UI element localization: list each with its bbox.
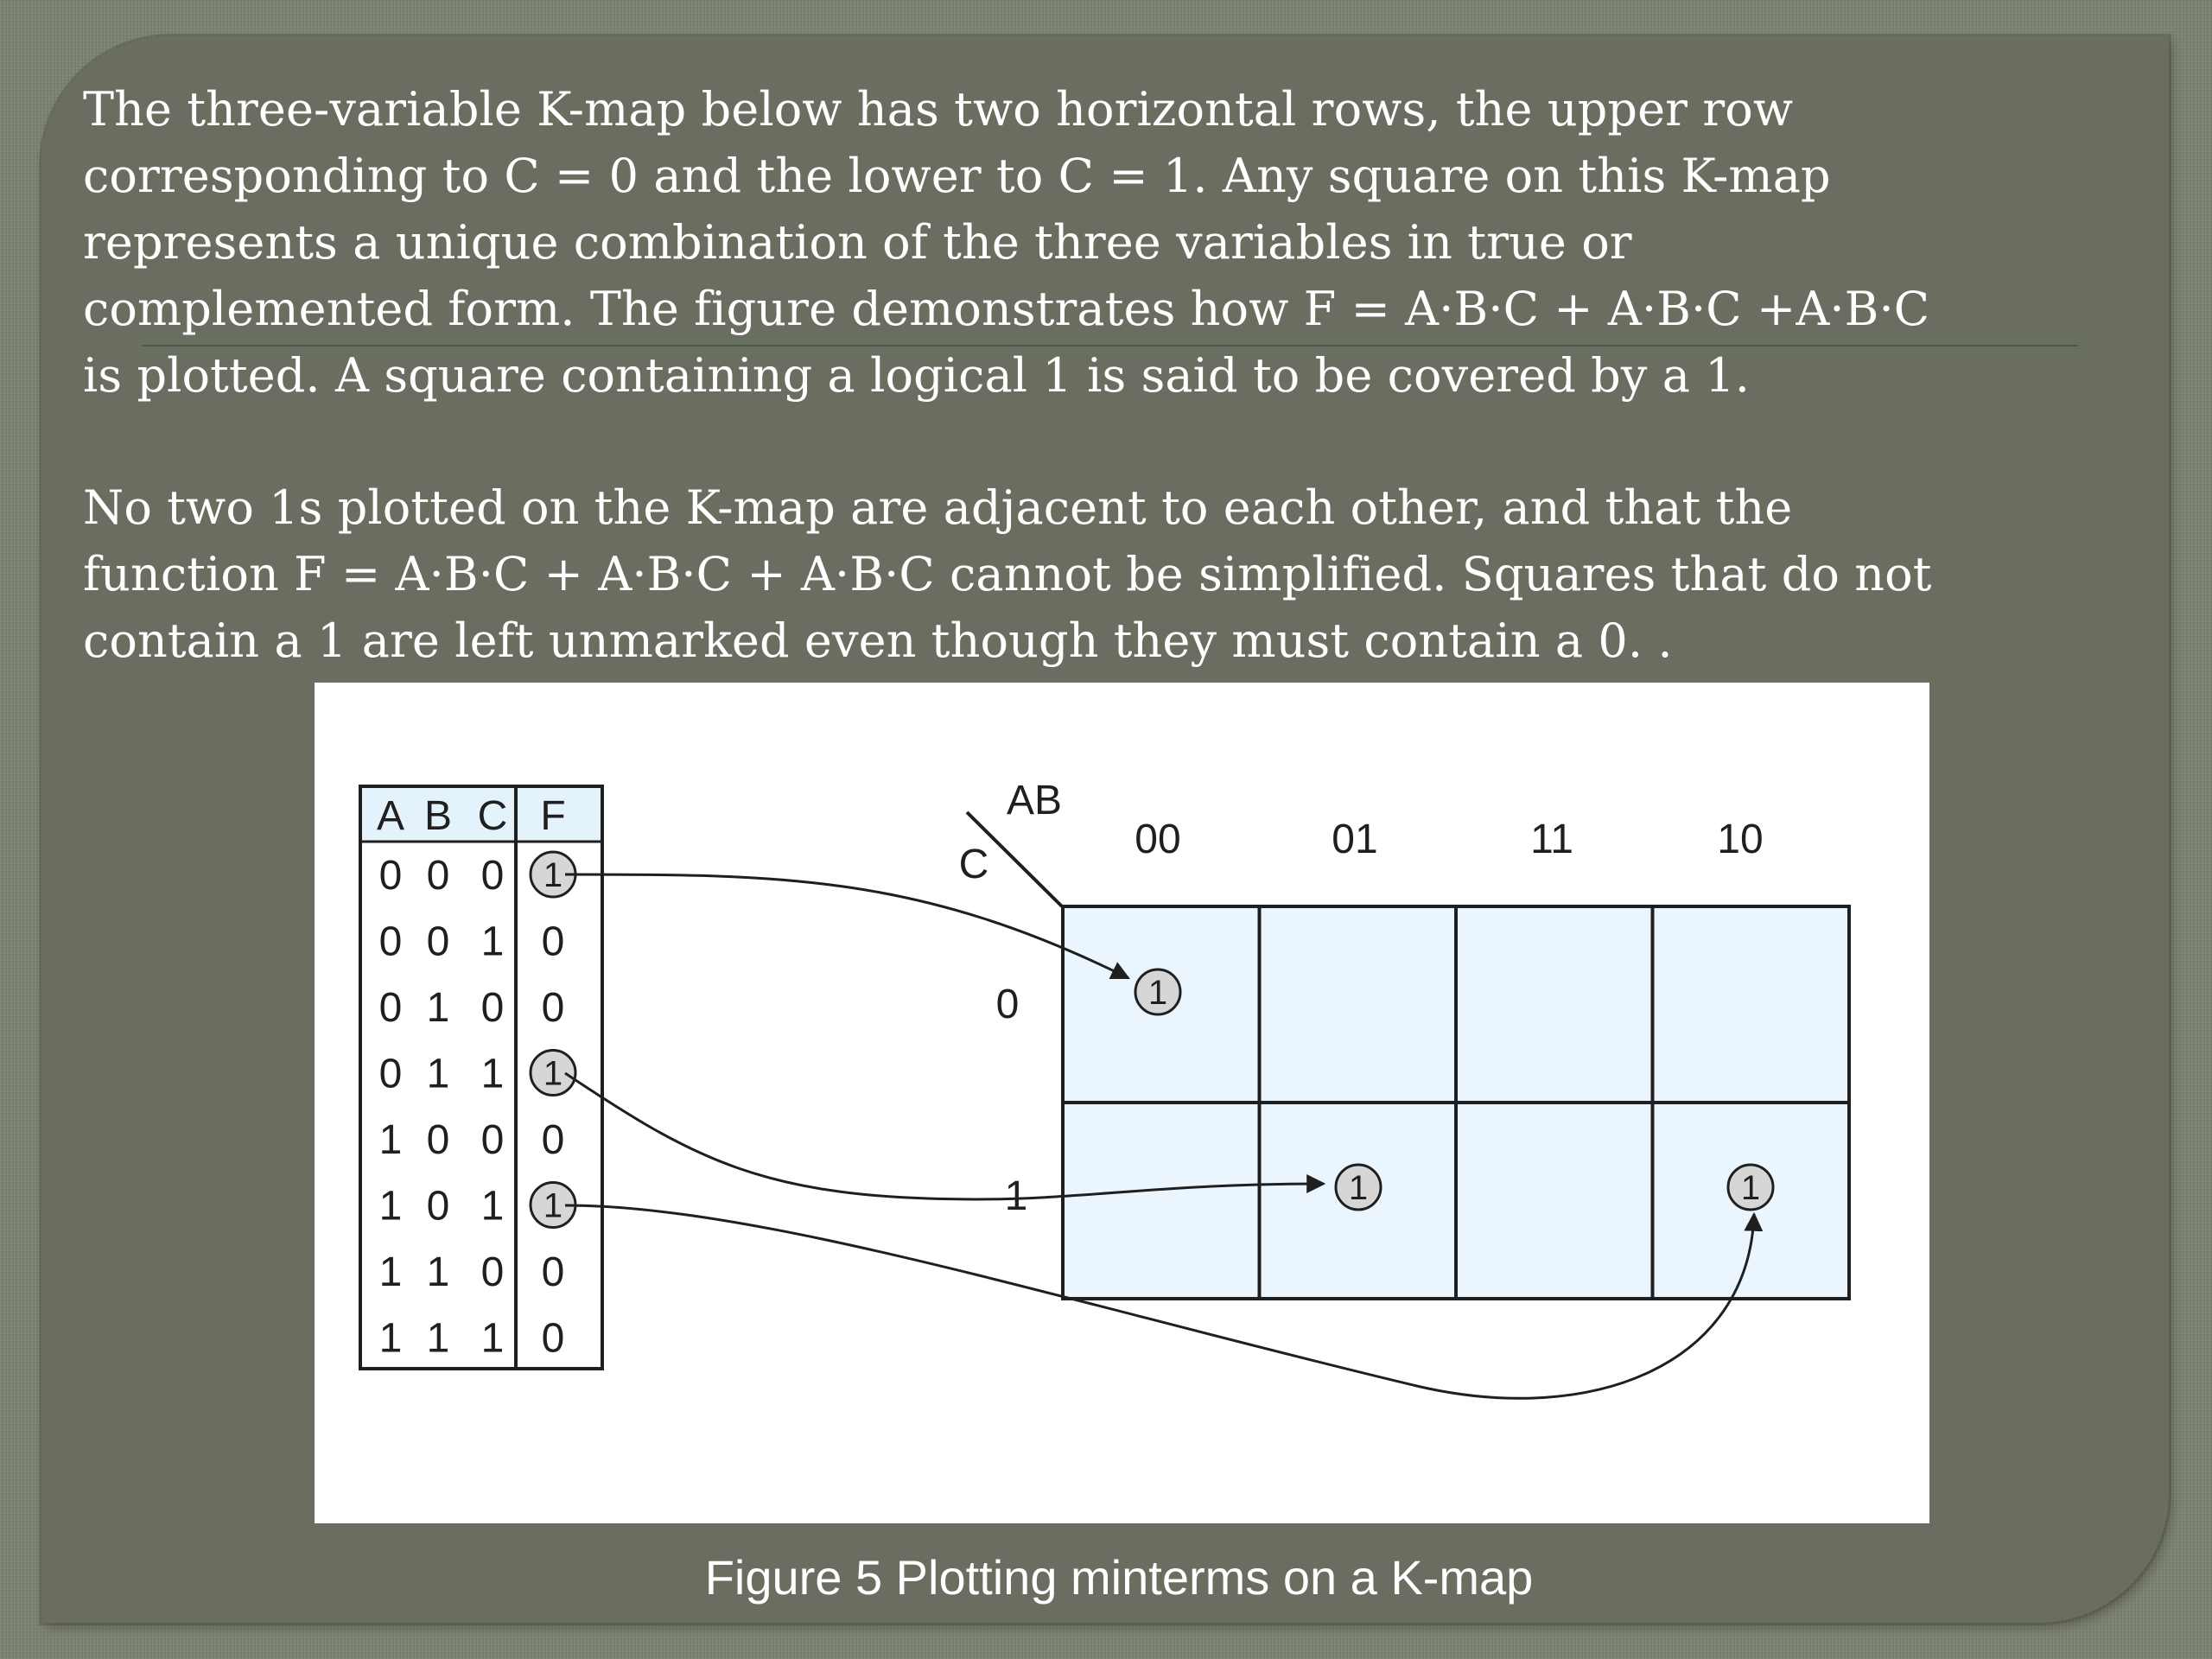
- truth-table-cell: 1: [426, 985, 450, 1031]
- figure-caption: Figure 5 Plotting minterms on a K-map: [704, 1550, 1534, 1605]
- truth-table-output: 0: [541, 1249, 565, 1295]
- truth-table-cell: 0: [480, 853, 505, 899]
- truth-table-cell: 1: [426, 1249, 450, 1295]
- truth-table-output: 1: [543, 1054, 563, 1093]
- truth-table-cell: 0: [480, 1249, 505, 1295]
- divider-line: [143, 345, 2078, 346]
- truth-table-output: 0: [541, 1315, 565, 1362]
- truth-table-output: 0: [541, 1117, 565, 1163]
- kmap-row-label: 0: [995, 982, 1020, 1027]
- truth-table-rows: [379, 852, 575, 1362]
- kmap-cell: [1456, 1103, 1653, 1299]
- kmap-corner-ab: AB: [1006, 778, 1063, 823]
- truth-table-cell: 0: [480, 985, 505, 1031]
- header-a: A: [376, 793, 405, 839]
- header-b: B: [423, 793, 453, 839]
- kmap-grid: [1063, 906, 1849, 1299]
- kmap-column-label: 11: [1530, 817, 1573, 862]
- truth-table-cell: 1: [378, 1183, 403, 1230]
- truth-table-cell: 1: [480, 1315, 505, 1362]
- figure-panel: [315, 683, 1929, 1523]
- text-line: is plotted. A square containing a logical 1 is said to be covered by a 1.: [83, 348, 1750, 403]
- truth-table-cell: 1: [378, 1117, 403, 1163]
- kmap-minterm-value: 1: [1740, 1169, 1761, 1207]
- truth-table-cell: 0: [426, 1183, 450, 1230]
- truth-table-cell: 0: [480, 1117, 505, 1163]
- kmap-minterm-value: 1: [1147, 974, 1168, 1012]
- kmap-cell: [1456, 906, 1653, 1103]
- truth-table-output: 0: [541, 918, 565, 965]
- header-f: F: [540, 793, 566, 839]
- text-line: complemented form. The figure demonstrates how F = A·B·C + A·B·C +A·B·C: [83, 282, 1930, 336]
- truth-table-cell: 0: [378, 918, 403, 965]
- truth-table-cell: 0: [426, 918, 450, 965]
- kmap-cell: [1260, 906, 1457, 1103]
- text-line: corresponding to C = 0 and the lower to C = 1. Any square on this K-map: [83, 149, 1831, 203]
- truth-table-output: 1: [543, 1186, 563, 1225]
- truth-table-cell: 0: [426, 853, 450, 899]
- kmap-minterm-value: 1: [1348, 1169, 1369, 1207]
- text-line: represents a unique combination of the three variables in true or: [83, 215, 1632, 270]
- kmap-column-label: 01: [1332, 817, 1378, 862]
- truth-table-cell: 1: [426, 1051, 450, 1097]
- truth-table-cell: 1: [378, 1315, 403, 1362]
- header-c: C: [477, 793, 508, 839]
- truth-table-cell: 0: [378, 1051, 403, 1097]
- truth-table-cell: 0: [426, 1117, 450, 1163]
- truth-table-cell: 1: [480, 918, 505, 965]
- truth-table-cell: 1: [378, 1249, 403, 1295]
- kmap-column-label: 10: [1717, 817, 1764, 862]
- truth-table-cell: 1: [480, 1051, 505, 1097]
- kmap-diagram: [315, 683, 1929, 1523]
- paragraph-kmap-explanation: [83, 474, 2122, 674]
- truth-table-cell: 1: [480, 1183, 505, 1230]
- truth-table-cell: 0: [378, 853, 403, 899]
- truth-table-cell: 1: [426, 1315, 450, 1362]
- kmap-column-label: 00: [1135, 817, 1181, 862]
- text-line: No two 1s plotted on the K-map are adjacent to each other, and that the: [83, 480, 1793, 535]
- kmap-corner-c: C: [958, 842, 989, 887]
- paragraph-kmap-intro: [83, 76, 2122, 409]
- text-line: contain a 1 are left unmarked even though they must contain a 0. .: [83, 613, 1673, 668]
- kmap-cell: [1653, 906, 1850, 1103]
- text-line: function F = A·B·C + A·B·C + A·B·C cannot be simplified. Squares that do not: [83, 547, 1932, 601]
- text-line: The three-variable K-map below has two horizontal rows, the upper row: [83, 82, 1794, 137]
- truth-table-output: 1: [543, 856, 563, 894]
- truth-table-output: 0: [541, 985, 565, 1031]
- kmap-cell: [1063, 1103, 1260, 1299]
- truth-table-cell: 0: [378, 985, 403, 1031]
- kmap-row-label: 1: [1004, 1173, 1028, 1219]
